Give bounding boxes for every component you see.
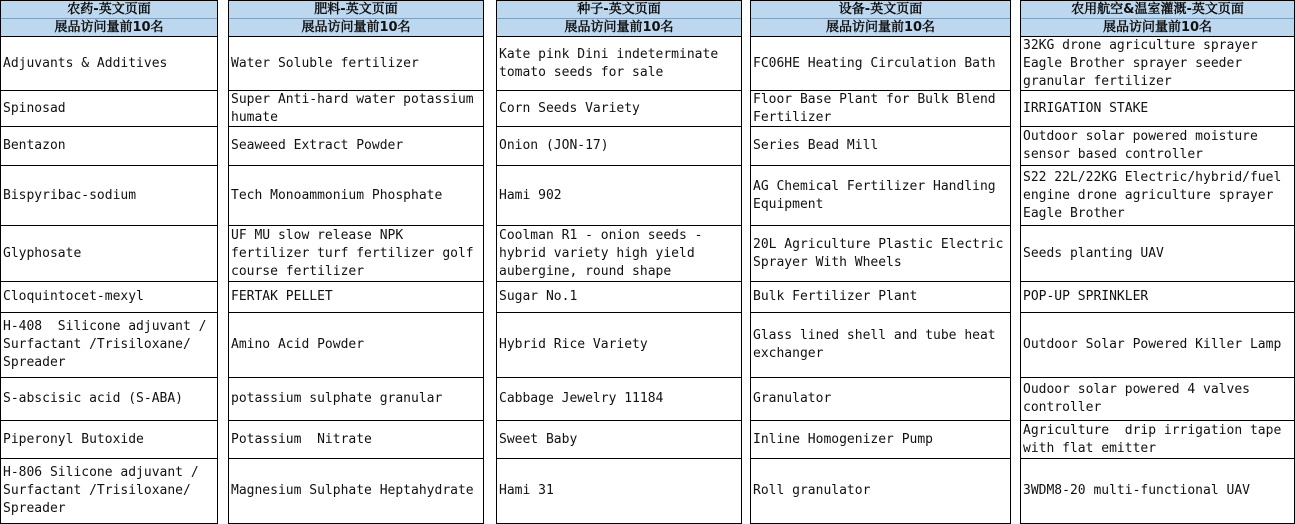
column-title: 农药-英文页面 [1,1,217,19]
table-cell: Magnesium Sulphate Heptahydrate [229,459,483,524]
table-cell: Spinosad [1,91,217,127]
column-header [751,0,1010,37]
table-cell: Kate pink Dini indeterminate tomato seeds for sale [497,37,741,91]
table-cell: Inline Homogenizer Pump [751,421,1010,459]
table-cell: Water Soluble fertilizer [229,37,483,91]
table-cell: Roll granulator [751,459,1010,524]
table-cell: Tech Monoammonium Phosphate [229,166,483,226]
column-subtitle: 展品访问量前10名 [825,20,936,35]
table-cell: S22 22L/22KG Electric/hybrid/fuel engine drone agriculture sprayer Eagle Brother [1021,166,1294,226]
column-header [1,0,217,37]
table-cell: 32KG drone agriculture sprayer Eagle Brother sprayer seeder granular fertilizer [1021,37,1294,91]
table-cell: Seeds planting UAV [1021,226,1294,282]
column-title: 设备-英文页面 [751,1,1010,19]
table-cell: Hami 31 [497,459,741,524]
table-cell: Potassium Nitrate [229,421,483,459]
table-cell: AG Chemical Fertilizer Handling Equipment [751,166,1010,226]
column-title: 种子-英文页面 [497,1,741,19]
column-header [229,0,483,37]
table-cell: Agriculture drip irrigation tape with flat emitter [1021,421,1294,459]
column-subtitle: 展品访问量前10名 [564,20,674,35]
table-cell: Hybrid Rice Variety [497,313,741,378]
table-cell: Bispyribac-sodium [1,166,217,226]
table-cell: Oudoor solar powered 4 valves controller [1021,378,1294,421]
table-cell: Bentazon [1,127,217,166]
table-cell: FERTAK PELLET [229,282,483,313]
table-cell: Super Anti-hard water potassium humate [229,91,483,127]
table-cell: Onion (JON-17) [497,127,741,166]
table-cell: Hami 902 [497,166,741,226]
table-cell: Cabbage Jewelry 11184 [497,378,741,421]
table-cell: Glyphosate [1,226,217,282]
table-cell: potassium sulphate granular [229,378,483,421]
table-cell: Series Bead Mill [751,127,1010,166]
table-cell: Glass lined shell and tube heat exchanger [751,313,1010,378]
column-header [497,0,741,37]
column-title: 肥料-英文页面 [229,1,483,19]
column-subtitle: 展品访问量前10名 [54,20,164,35]
column-title: 农用航空&温室灌溉-英文页面 [1021,1,1294,19]
table-cell: H-408 Silicone adjuvant / Surfactant /Trisiloxane/ Spreader [1,313,217,378]
table-cell: IRRIGATION STAKE [1021,91,1294,127]
table-cell: FC06HE Heating Circulation Bath [751,37,1010,91]
table-cell: Piperonyl Butoxide [1,421,217,459]
table-cell: Granulator [751,378,1010,421]
column-seeds [496,0,742,524]
table-cell: Bulk Fertilizer Plant [751,282,1010,313]
table-cell: H-806 Silicone adjuvant / Surfactant /Trisiloxane/ Spreader [1,459,217,524]
table-cell: Sugar No.1 [497,282,741,313]
column-subtitle: 展品访问量前10名 [301,20,411,35]
table-cell: POP-UP SPRINKLER [1021,282,1294,313]
table-cell: Seaweed Extract Powder [229,127,483,166]
table-cell: Sweet Baby [497,421,741,459]
column-fertilizers [228,0,484,524]
table-cell: Adjuvants & Additives [1,37,217,91]
table-cell: Outdoor Solar Powered Killer Lamp [1021,313,1294,378]
table-cell: Cloquintocet-mexyl [1,282,217,313]
column-aviation-irrigation [1020,0,1295,524]
column-subtitle: 展品访问量前10名 [1102,20,1213,35]
column-pesticides [0,0,218,524]
table-cell: S-abscisic acid (S-ABA) [1,378,217,421]
table-cell: Corn Seeds Variety [497,91,741,127]
table-cell: Outdoor solar powered moisture sensor based controller [1021,127,1294,166]
table-cell: UF MU slow release NPK fertilizer turf fertilizer golf course fertilizer [229,226,483,282]
table-cell: Coolman R1 - onion seeds - hybrid variety high yield aubergine, round shape [497,226,741,282]
column-equipment [750,0,1011,524]
table-cell: 3WDM8-20 multi-functional UAV [1021,459,1294,524]
table-cell: 20L Agriculture Plastic Electric Sprayer With Wheels [751,226,1010,282]
table-cell: Floor Base Plant for Bulk Blend Fertilizer [751,91,1010,127]
column-header [1021,0,1294,37]
table-cell: Amino Acid Powder [229,313,483,378]
